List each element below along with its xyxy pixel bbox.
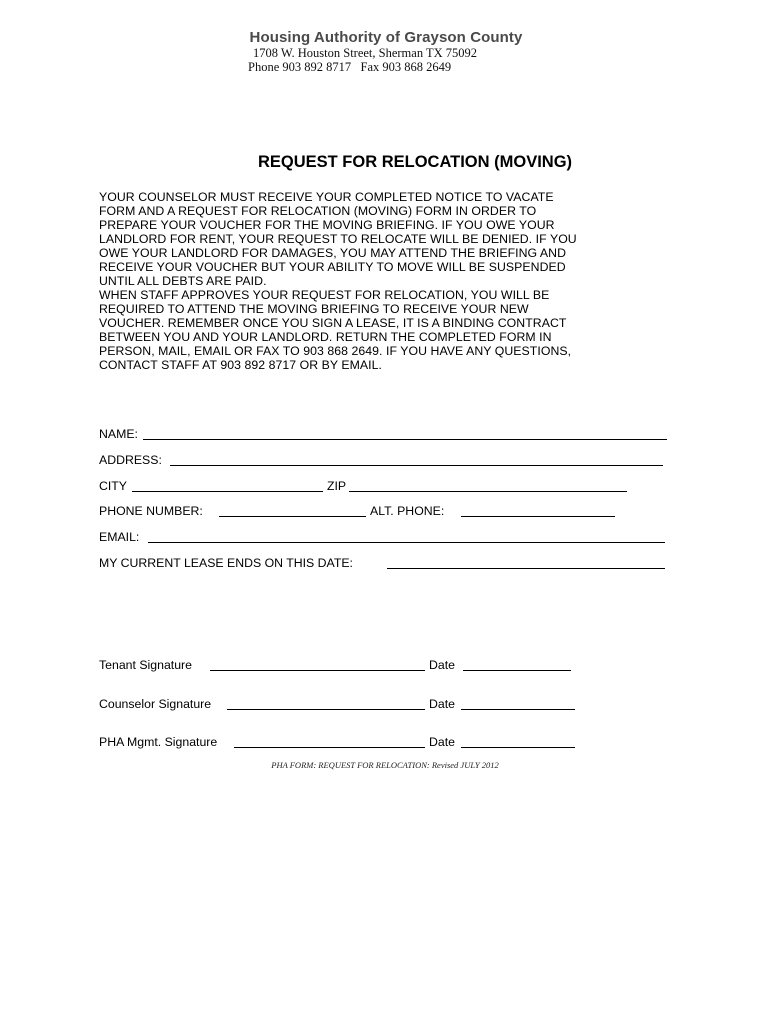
alt-phone-label: ALT. PHONE:	[370, 504, 445, 518]
form-footer: PHA FORM: REQUEST FOR RELOCATION: Revised JULY 2012	[271, 760, 499, 770]
instruction-line: RECEIVE YOUR VOUCHER BUT YOUR ABILITY TO MOVE WILL BE SUSPENDED	[99, 260, 566, 274]
address-label: ADDRESS:	[99, 453, 162, 467]
counselor-signature-label: Counselor Signature	[99, 697, 212, 711]
email-input-line[interactable]	[148, 542, 665, 543]
organization-name: Housing Authority of Grayson County	[249, 29, 523, 46]
instruction-line: REQUIRED TO ATTEND THE MOVING BRIEFING TO RECEIVE YOUR NEW	[99, 302, 529, 316]
instruction-line: YOUR COUNSELOR MUST RECEIVE YOUR COMPLETED NOTICE TO VACATE	[99, 190, 554, 204]
name-field	[99, 427, 669, 443]
address-input-line[interactable]	[170, 465, 663, 466]
phone-input-line[interactable]	[219, 516, 366, 517]
instruction-line: UNTIL ALL DEBTS ARE PAID.	[99, 274, 267, 288]
pha-signature-line[interactable]	[234, 747, 425, 748]
zip-label: ZIP	[327, 479, 347, 493]
instruction-line: FORM AND A REQUEST FOR RELOCATION (MOVING) FORM IN ORDER TO	[99, 204, 537, 218]
pha-signature-row	[99, 735, 579, 751]
tenant-date-label: Date	[429, 658, 455, 672]
tenant-signature-label: Tenant Signature	[99, 658, 192, 672]
organization-phone-fax: Phone 903 892 8717 Fax 903 868 2649	[248, 60, 452, 74]
pha-date-label: Date	[429, 735, 455, 749]
lease-end-field	[99, 556, 669, 572]
address-field	[99, 453, 669, 469]
tenant-date-line[interactable]	[463, 670, 571, 671]
instructions-paragraph	[99, 190, 679, 372]
tenant-signature-line[interactable]	[210, 670, 425, 671]
instruction-line: VOUCHER. REMEMBER ONCE YOU SIGN A LEASE, IT IS A BINDING CONTRACT	[99, 316, 567, 330]
instruction-line: BETWEEN YOU AND YOUR LANDLORD. RETURN THE COMPLETED FORM IN	[99, 330, 552, 344]
city-input-line[interactable]	[132, 491, 323, 492]
instruction-line: PERSON, MAIL, EMAIL OR FAX TO 903 868 2649. IF YOU HAVE ANY QUESTIONS,	[99, 344, 572, 358]
name-label: NAME:	[99, 427, 138, 441]
pha-date-line[interactable]	[461, 747, 575, 748]
alt-phone-input-line[interactable]	[461, 516, 615, 517]
name-input-line[interactable]	[143, 439, 667, 440]
instruction-line: LANDLORD FOR RENT, YOUR REQUEST TO RELOCATE WILL BE DENIED. IF YOU	[99, 232, 577, 246]
instruction-line: CONTACT STAFF AT 903 892 8717 OR BY EMAIL.	[99, 358, 382, 372]
form-title: REQUEST FOR RELOCATION (MOVING)	[257, 153, 573, 171]
phone-label: PHONE NUMBER:	[99, 504, 203, 518]
email-label: EMAIL:	[99, 530, 140, 544]
zip-input-line[interactable]	[349, 491, 627, 492]
counselor-signature-row	[99, 697, 579, 713]
instruction-line: WHEN STAFF APPROVES YOUR REQUEST FOR RELOCATION, YOU WILL BE	[99, 288, 550, 302]
organization-address: 1708 W. Houston Street, Sherman TX 75092	[252, 46, 478, 60]
instruction-line: PREPARE YOUR VOUCHER FOR THE MOVING BRIEFING. IF YOU OWE YOUR	[99, 218, 555, 232]
counselor-date-label: Date	[429, 697, 455, 711]
instruction-line: OWE YOUR LANDLORD FOR DAMAGES, YOU MAY ATTEND THE BRIEFING AND	[99, 246, 567, 260]
phone-row	[99, 504, 669, 520]
counselor-signature-line[interactable]	[227, 709, 425, 710]
lease-end-input-line[interactable]	[387, 568, 665, 569]
email-field	[99, 530, 669, 546]
pha-signature-label: PHA Mgmt. Signature	[99, 735, 218, 749]
city-zip-row	[99, 479, 669, 495]
counselor-date-line[interactable]	[461, 709, 575, 710]
lease-end-label: MY CURRENT LEASE ENDS ON THIS DATE:	[99, 556, 353, 570]
tenant-signature-row	[99, 658, 579, 674]
city-label: CITY	[99, 479, 128, 493]
